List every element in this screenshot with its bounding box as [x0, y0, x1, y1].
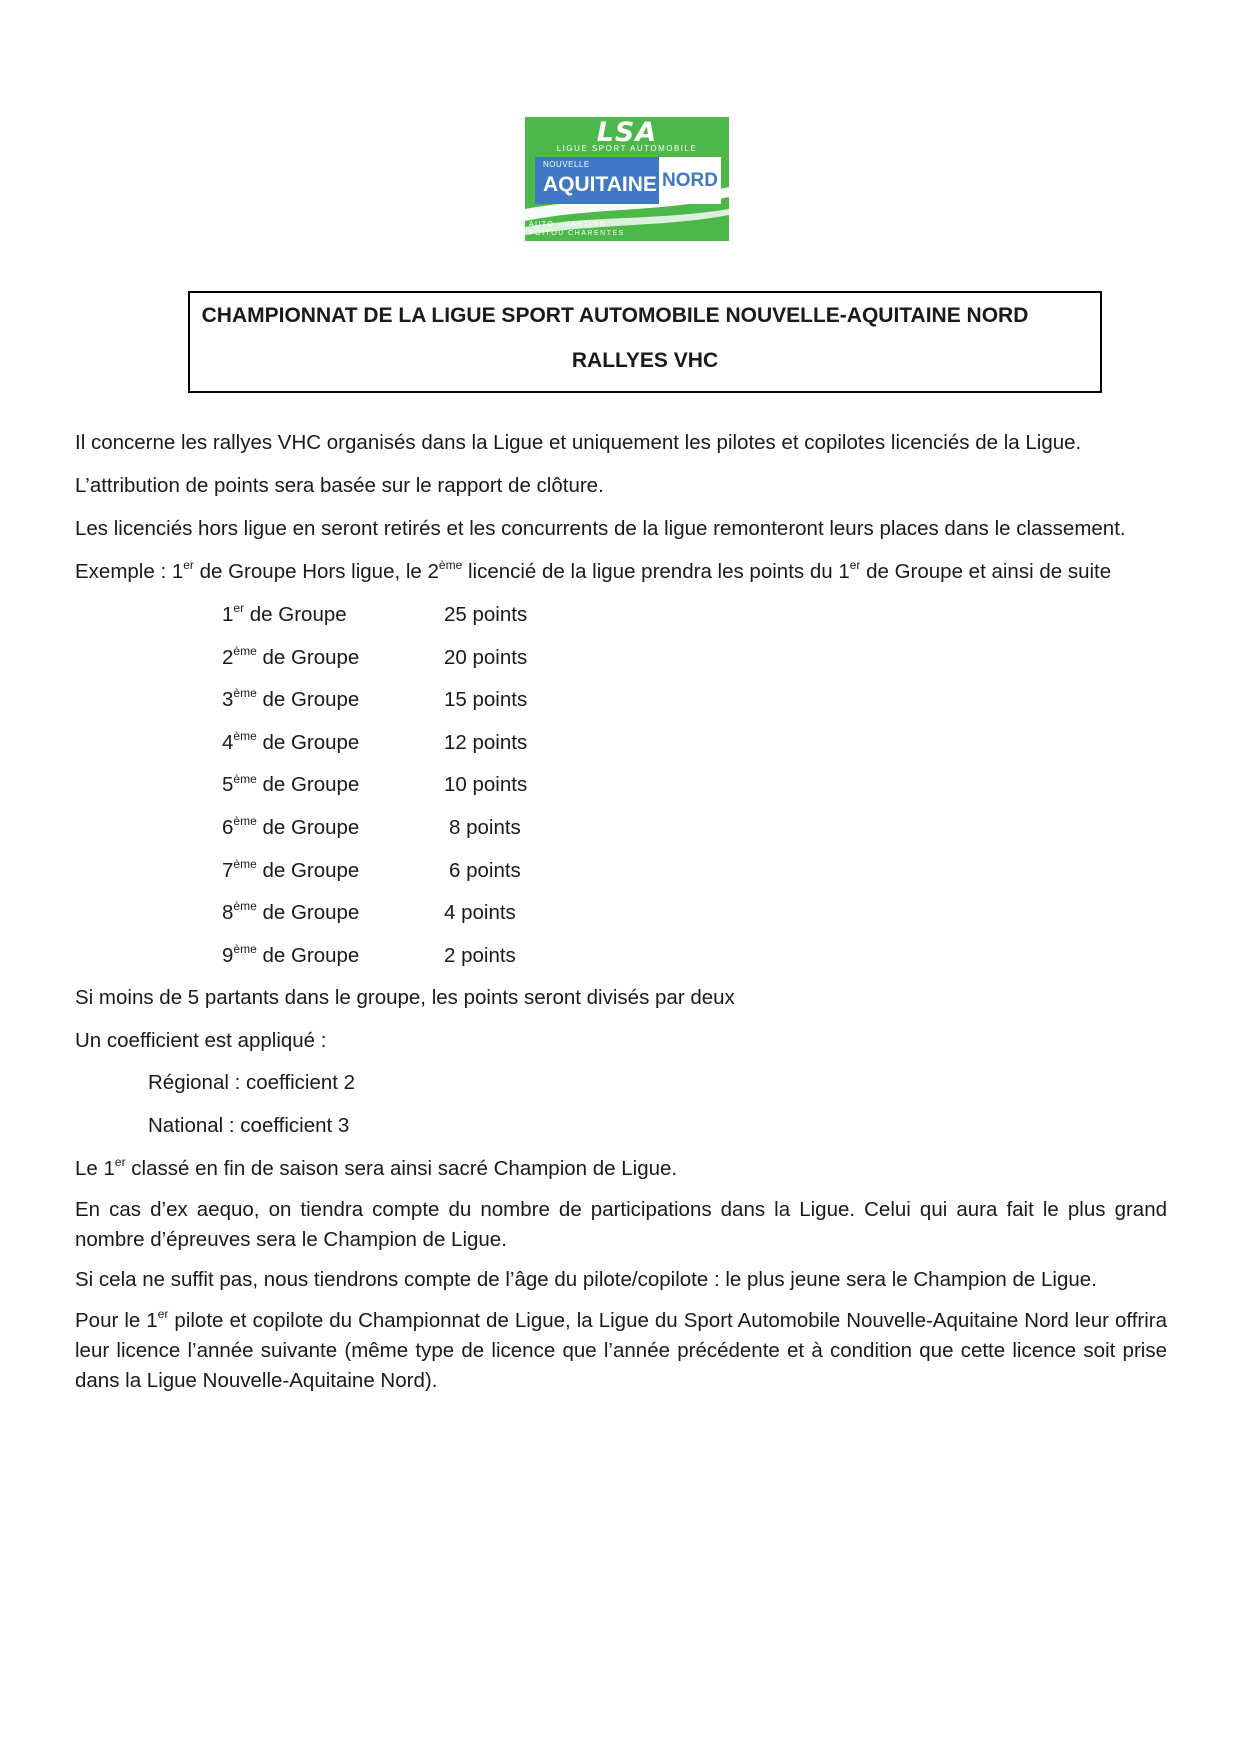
rank-number: 5 — [222, 773, 234, 797]
points-value: 4 points — [444, 901, 516, 925]
rank-number: 2 — [222, 645, 234, 669]
champion-rule — [75, 1157, 677, 1181]
rank-group-text: de Groupe — [256, 645, 360, 669]
champion-text-a: Le 1 — [75, 1157, 115, 1180]
rank-group-text: de Groupe — [256, 773, 360, 797]
rank-group-text: de Groupe — [256, 943, 360, 967]
rank-number: 4 — [222, 730, 234, 754]
page-title: CHAMPIONNAT DE LA LIGUE SPORT AUTOMOBILE NOUVELLE-AQUITAINE NORD — [201, 304, 1029, 327]
rank-suffix: ème — [233, 728, 257, 743]
rank-label — [222, 728, 360, 755]
rank-number: 6 — [222, 816, 234, 839]
intro-paragraph-1: Il concerne les rallyes VHC organisés dans la Ligue et uniquement les pilotes et copilotes licenciés de la Ligue. — [75, 431, 1082, 454]
coefficient-regional: Régional : coefficient 2 — [148, 1071, 356, 1094]
example-text-c: licencié de la ligue prendra les points du 1 — [462, 560, 850, 583]
rank-label — [222, 941, 360, 968]
logo-subtitle: LIGUE SPORT AUTOMOBILE — [556, 144, 698, 153]
rank-group-text: de Groupe — [256, 816, 360, 839]
reward-text-b: pilote et copilote du Championnat de Ligue, la Ligue du Sport Automobile Nouvelle-Aquitaine Nord leur offrira leur licence l’année suivante (même type de licence que l’année précédente et à condition que cette licence soit prise dans la Ligue Nouvelle-Aquitaine Nord). — [75, 1309, 1167, 1392]
logo-region-prefix: NOUVELLE — [543, 160, 590, 169]
example-text-d: de Groupe et ainsi de suite — [860, 560, 1112, 583]
example-sup-a: er — [183, 558, 194, 573]
champion-sup: er — [114, 1155, 126, 1170]
reward-text-a: Pour le 1 — [75, 1309, 158, 1332]
example-sup-c: er — [849, 558, 861, 573]
points-value: 6 points — [449, 858, 521, 882]
rank-suffix: ème — [233, 941, 257, 956]
rank-number: 3 — [222, 688, 234, 712]
league-logo — [525, 117, 729, 241]
reward-sup: er — [157, 1307, 169, 1322]
rank-group-text: de Groupe — [256, 858, 360, 882]
rank-number: 9 — [222, 943, 234, 967]
logo-tagline-2: POITOU CHARENTES — [529, 230, 625, 237]
rank-suffix: ème — [233, 771, 257, 786]
points-value: 10 points — [444, 773, 528, 797]
rank-suffix: ème — [233, 899, 257, 914]
rank-group-text: de Groupe — [256, 688, 360, 712]
rank-suffix: ème — [233, 686, 257, 701]
title-box — [188, 291, 1102, 393]
example-sup-b: ème — [438, 558, 463, 573]
rank-suffix: ème — [233, 856, 257, 871]
example-paragraph — [75, 560, 1111, 584]
rank-label — [222, 603, 347, 627]
rank-label — [222, 688, 359, 712]
rank-label — [222, 901, 359, 925]
half-points-rule: Si moins de 5 partants dans le groupe, les points seront divisés par deux — [75, 986, 735, 1009]
tie-break-rule-2: Si cela ne suffit pas, nous tiendrons compte de l’âge du pilote/copilote : le plus jeune sera le Champion de Ligue. — [75, 1268, 1097, 1291]
logo-brand: LSA — [596, 117, 658, 148]
points-value: 2 points — [444, 943, 516, 967]
rank-group-text: de Groupe — [256, 901, 360, 925]
champion-text-b: classé en fin de saison sera ainsi sacré Champion de Ligue. — [125, 1157, 678, 1180]
rank-group-text: de Groupe — [256, 730, 360, 754]
rank-label — [222, 773, 359, 797]
rank-label — [222, 856, 360, 883]
rank-suffix: ème — [233, 814, 257, 829]
rank-group-text: de Groupe — [244, 603, 347, 626]
example-text-b: de Groupe Hors ligue, le 2 — [193, 560, 439, 583]
intro-paragraph-2: L’attribution de points sera basée sur le rapport de clôture. — [75, 474, 604, 497]
coefficient-national: National : coefficient 3 — [148, 1114, 350, 1137]
rank-number: 8 — [222, 901, 234, 925]
reward-paragraph — [75, 1306, 1167, 1396]
page-subtitle: RALLYES VHC — [571, 349, 719, 372]
points-value: 8 points — [449, 816, 521, 839]
coefficient-intro: Un coefficient est appliqué : — [75, 1029, 327, 1052]
rank-number: 1 — [222, 603, 234, 626]
rank-number: 7 — [222, 858, 234, 882]
points-value: 20 points — [444, 645, 528, 669]
points-value: 25 points — [444, 603, 528, 626]
logo-region-suffix: NORD — [662, 170, 718, 191]
logo-region-panel — [535, 157, 659, 204]
intro-paragraph-3: Les licenciés hors ligue en seront retirés et les concurrents de la ligue remonteront leurs places dans le classement. — [75, 517, 1126, 540]
logo-nord-panel — [659, 157, 721, 204]
rank-suffix: er — [233, 601, 245, 616]
rank-label — [222, 643, 360, 670]
tie-break-rule-1: En cas d’ex aequo, on tiendra compte du nombre de participations dans la Ligue. Celui qui aura fait le plus grand nombre d’épreuves sera le Champion de Ligue. — [75, 1198, 1167, 1251]
points-value: 15 points — [444, 688, 528, 712]
rank-suffix: ème — [233, 643, 257, 658]
logo-region-main: AQUITAINE — [543, 173, 657, 196]
logo-tagline-1: AUTO · KARTING — [529, 221, 607, 228]
points-value: 12 points — [444, 730, 528, 754]
rank-label — [222, 816, 359, 840]
example-text-a: Exemple : 1 — [75, 560, 184, 583]
